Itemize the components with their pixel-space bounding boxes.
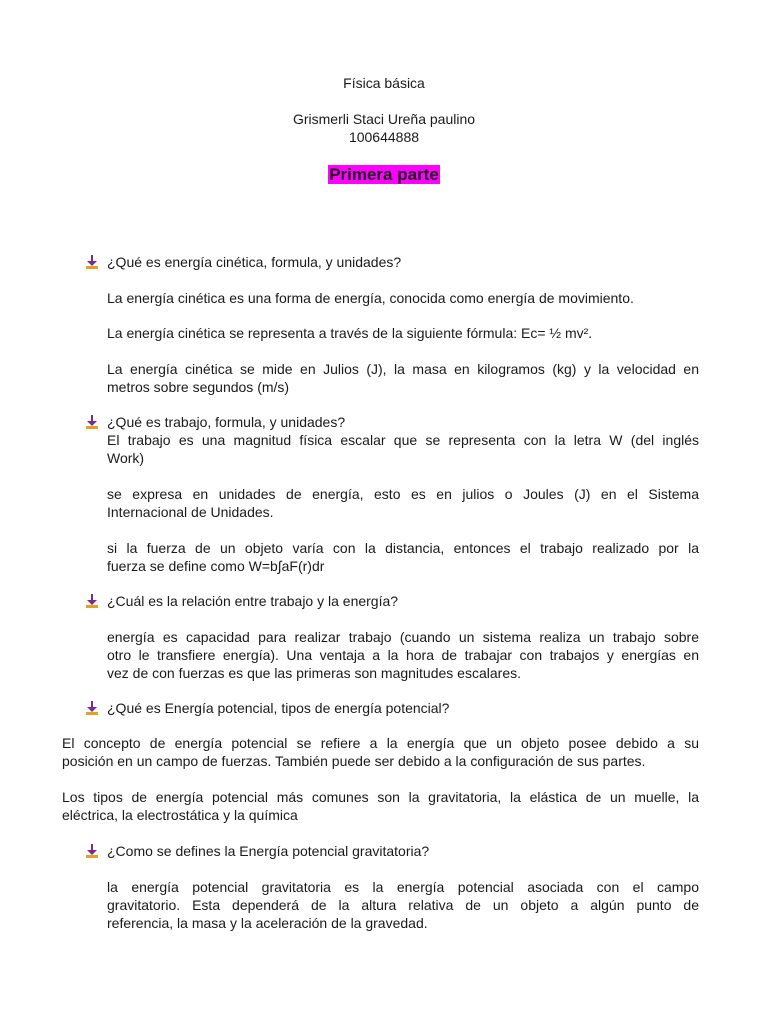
q2-p1-line1: El trabajo es una magnitud física escalar que se representa con la letra W (del inglés <box>107 432 699 448</box>
q2-paragraph-3 <box>107 539 699 575</box>
q1-paragraph-3 <box>107 360 699 396</box>
question-3: ¿Cuál es la relación entre trabajo y la energía? <box>107 593 399 609</box>
q1-paragraph-1: La energía cinética es una forma de energía, conocida como energía de movimiento. <box>107 290 634 306</box>
question-1: ¿Qué es energía cinética, formula, y unidades? <box>107 254 402 270</box>
q4-p2-line1: Los tipos de energía potencial más comunes son la gravitatoria, la elástica de un muelle, la <box>62 789 699 805</box>
q3-p1-line2: otro le transfiere energía). Una ventaja a la hora de trabajar con trabajos y energías en <box>107 647 699 663</box>
q2-p3-line2: fuerza se define como W=b∫aF(r)dr <box>107 558 325 574</box>
q2-paragraph-2 <box>107 485 699 521</box>
q4-p1-line2: posición en un campo de fuerzas. También puede ser debido a la configuración de sus partes. <box>62 753 646 769</box>
q4-p2-line2: eléctrica, la electrostática y la química <box>62 807 298 823</box>
q4-paragraph-1 <box>62 734 699 770</box>
q2-p1-line2: Work) <box>107 450 145 466</box>
q3-p1-line3: vez de con fuerzas es que las primeras son magnitudes escalares. <box>107 665 521 681</box>
student-id: 100644888 <box>348 129 420 145</box>
course-title: Física básica <box>343 75 425 91</box>
q3-p1-line1: energía es capacidad para realizar trabajo (cuando un sistema realiza un trabajo sobre <box>107 629 699 645</box>
arrow-down-bullet-icon <box>84 843 100 859</box>
q5-p1-line2: gravitatorio. Esta dependerá de la altura relativa de un objeto a algún punto de <box>107 897 699 913</box>
q3-paragraph-1 <box>107 628 699 682</box>
q2-p2-line1: se expresa en unidades de energía, esto es en julios o Joules (J) en el Sistema <box>107 486 699 502</box>
section-heading-text: Primera parte <box>329 165 439 184</box>
arrow-down-bullet-icon <box>84 414 100 430</box>
q2-p3-line1: si la fuerza de un objeto varía con la distancia, entonces el trabajo realizado por la <box>107 540 699 556</box>
question-4: ¿Qué es Energía potencial, tipos de energía potencial? <box>107 700 450 716</box>
q2-p2-line2: Internacional de Unidades. <box>107 504 274 520</box>
section-heading <box>0 164 768 186</box>
q1-p3-line2: metros sobre segundos (m/s) <box>107 379 290 395</box>
author-name: Grismerli Staci Ureña paulino <box>292 111 476 127</box>
q5-paragraph-1 <box>107 878 699 932</box>
arrow-down-bullet-icon <box>84 593 100 609</box>
q4-p1-line1: El concepto de energía potencial se refiere a la energía que un objeto posee debido a su <box>62 735 699 751</box>
q5-p1-line3: referencia, la masa y la aceleración de la gravedad. <box>107 915 428 931</box>
q4-paragraph-2 <box>62 788 699 824</box>
q2-paragraph-1 <box>107 431 699 467</box>
question-5: ¿Como se defines la Energía potencial gravitatoria? <box>107 843 430 859</box>
q1-p3-line1: La energía cinética se mide en Julios (J), la masa en kilogramos (kg) y la velocidad en <box>107 361 699 377</box>
question-2: ¿Qué es trabajo, formula, y unidades? <box>107 414 346 430</box>
q1-paragraph-2: La energía cinética se representa a través de la siguiente fórmula: Ec= ½ mv². <box>107 325 593 341</box>
arrow-down-bullet-icon <box>84 254 100 270</box>
arrow-down-bullet-icon <box>84 700 100 716</box>
q5-p1-line1: la energía potencial gravitatoria es la energía potencial asociada con el campo <box>107 879 699 895</box>
